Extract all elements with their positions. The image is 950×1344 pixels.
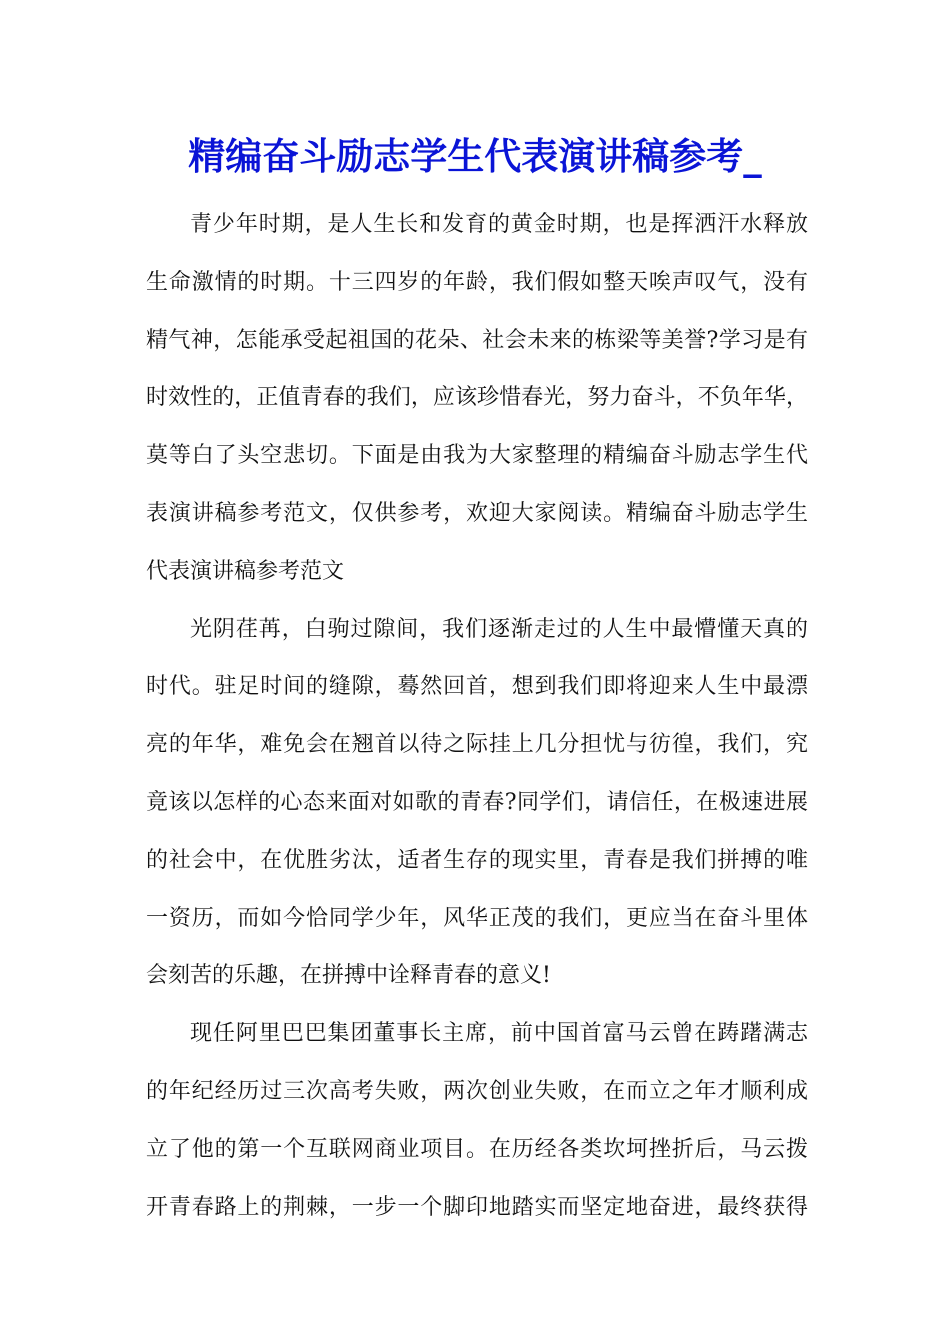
- text-line: 一资历，而如今恰同学少年，风华正茂的我们，更应当在奋斗里体: [146, 905, 808, 931]
- paragraph-1: [146, 196, 808, 601]
- text-line: 亮的年华，难免会在翘首以待之际挂上几分担忧与彷徨，我们，究: [146, 732, 808, 758]
- text-line: 的社会中，在优胜劣汰，适者生存的现实里，青春是我们拼搏的唯: [146, 847, 808, 873]
- text-line: 生命激情的时期。十三四岁的年龄，我们假如整天唉声叹气，没有: [146, 269, 808, 295]
- text-line: 光阴荏苒，白驹过隙间，我们逐渐走过的人生中最懵懂天真的: [190, 616, 808, 642]
- text-line: 竟该以怎样的心态来面对如歌的青春?同学们，请信任，在极速进展: [146, 789, 808, 815]
- text-line: 表演讲稿参考范文，仅供参考，欢迎大家阅读。精编奋斗励志学生: [146, 500, 808, 526]
- text-line: 代表演讲稿参考范文: [146, 558, 345, 584]
- text-line: 会刻苦的乐趣，在拼搏中诠释青春的意义!: [146, 963, 551, 989]
- text-line: 时效性的，正值青春的我们，应该珍惜春光，努力奋斗，不负年华，: [146, 385, 808, 411]
- document-title: 精编奋斗励志学生代表演讲稿参考_: [188, 134, 762, 178]
- text-line: 现任阿里巴巴集团董事长主席，前中国首富马云曾在踌躇满志: [190, 1021, 808, 1047]
- text-line: 青少年时期，是人生长和发育的黄金时期，也是挥洒汗水释放: [190, 212, 808, 237]
- text-line: 开青春路上的荆棘，一步一个脚印地踏实而坚定地奋进，最终获得: [146, 1194, 808, 1220]
- text-line: 立了他的第一个互联网商业项目。在历经各类坎坷挫折后，马云拨: [146, 1136, 808, 1162]
- text-line: 时代。驻足时间的缝隙，蓦然回首，想到我们即将迎来人生中最漂: [146, 674, 808, 700]
- paragraph-2: [146, 601, 808, 1006]
- text-line: 莫等白了头空悲切。下面是由我为大家整理的精编奋斗励志学生代: [146, 443, 808, 469]
- text-line: 精气神，怎能承受起祖国的花朵、社会未来的栋梁等美誉?学习是有: [146, 327, 808, 353]
- text-line: 的年纪经历过三次高考失败，两次创业失败，在而立之年才顺利成: [146, 1078, 808, 1104]
- document-body: [146, 196, 808, 1236]
- paragraph-3: [146, 1005, 808, 1236]
